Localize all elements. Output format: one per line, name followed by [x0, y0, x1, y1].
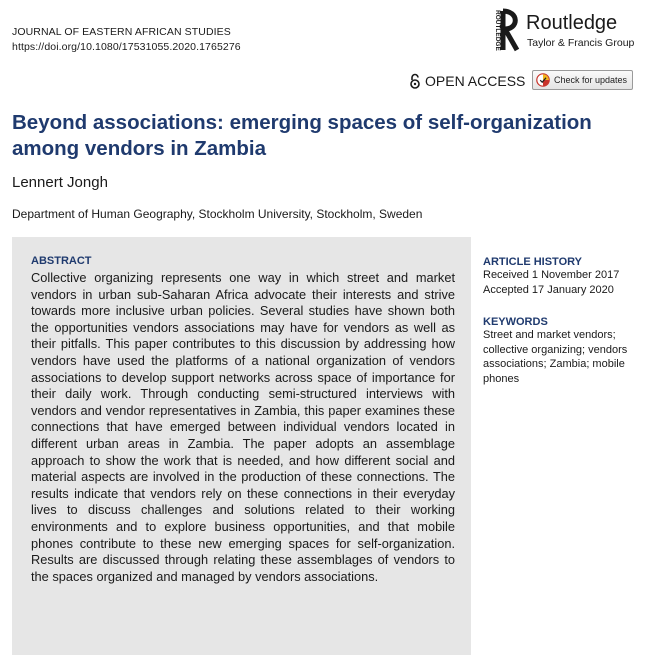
open-access-label: OPEN ACCESS: [425, 73, 526, 89]
abstract-heading: ABSTRACT: [31, 255, 92, 267]
publisher-logo: [489, 8, 639, 56]
publisher-name: Routledge: [526, 12, 618, 34]
abstract-text: Collective organizing represents one way in which street and market vendors in urban sub-Saharan Africa advocate their interests and strive towards more inclusive urban policies. Several studies have shown both the opportunities vendors associations may have for vendors as well as their pitfalls. This paper contributes to this discussion by addressing how vendors have used the platforms of a national organization of vendors associations to develop support networks across space of importance for their daily work. Through conducting semi-structured interviews with vendors and vendor representatives in Zambia, this paper examines these connections that have emerged between individual vendors located in different urban areas in Zambia. The paper adopts an assemblage approach to show the work that is needed, and how different social and material aspects are involved in the production of these connections. The results indicate that vendors rely on these connections in their everyday lives to discuss challenges and solutions related to their working environments and to explore business opportunities, and that mobile phones contribute to these new emerging spaces for self-organization. Results are discussed through relating these assemblages of vendors to the spaces organized and managed by vendors associations.: [31, 270, 455, 584]
routledge-logo-icon: [489, 8, 523, 54]
open-access-badge: [409, 73, 525, 89]
check-for-updates-button[interactable]: [532, 70, 633, 90]
article-history-heading: ARTICLE HISTORY: [483, 256, 583, 268]
journal-header: [12, 25, 241, 55]
publisher-subtitle: Taylor & Francis Group: [527, 37, 635, 49]
open-lock-icon: [409, 73, 421, 89]
received-date: Received 1 November 2017: [483, 269, 620, 281]
journal-doi-link[interactable]: https://doi.org/10.1080/17531055.2020.1765276: [12, 41, 241, 53]
accepted-date: Accepted 17 January 2020: [483, 283, 614, 296]
publisher-mark-text: ROUTLEDGE: [494, 10, 501, 51]
article-history: [483, 256, 643, 297]
keywords-heading: KEYWORDS: [483, 316, 548, 328]
crossmark-icon: [536, 73, 550, 87]
abstract-panel: [12, 237, 471, 655]
keywords-list: Street and market vendors; collective organizing; vendors associations; Zambia; mobile phones: [483, 329, 628, 385]
check-for-updates-label: Check for updates: [554, 75, 628, 85]
author-name[interactable]: Lennert Jongh: [12, 174, 108, 191]
keywords-section: [483, 316, 643, 386]
author-affiliation: Department of Human Geography, Stockholm University, Stockholm, Sweden: [12, 207, 423, 221]
article-title: Beyond associations: emerging spaces of self-organization among vendors in Zambia: [12, 111, 592, 160]
journal-name: JOURNAL OF EASTERN AFRICAN STUDIES: [12, 26, 231, 38]
